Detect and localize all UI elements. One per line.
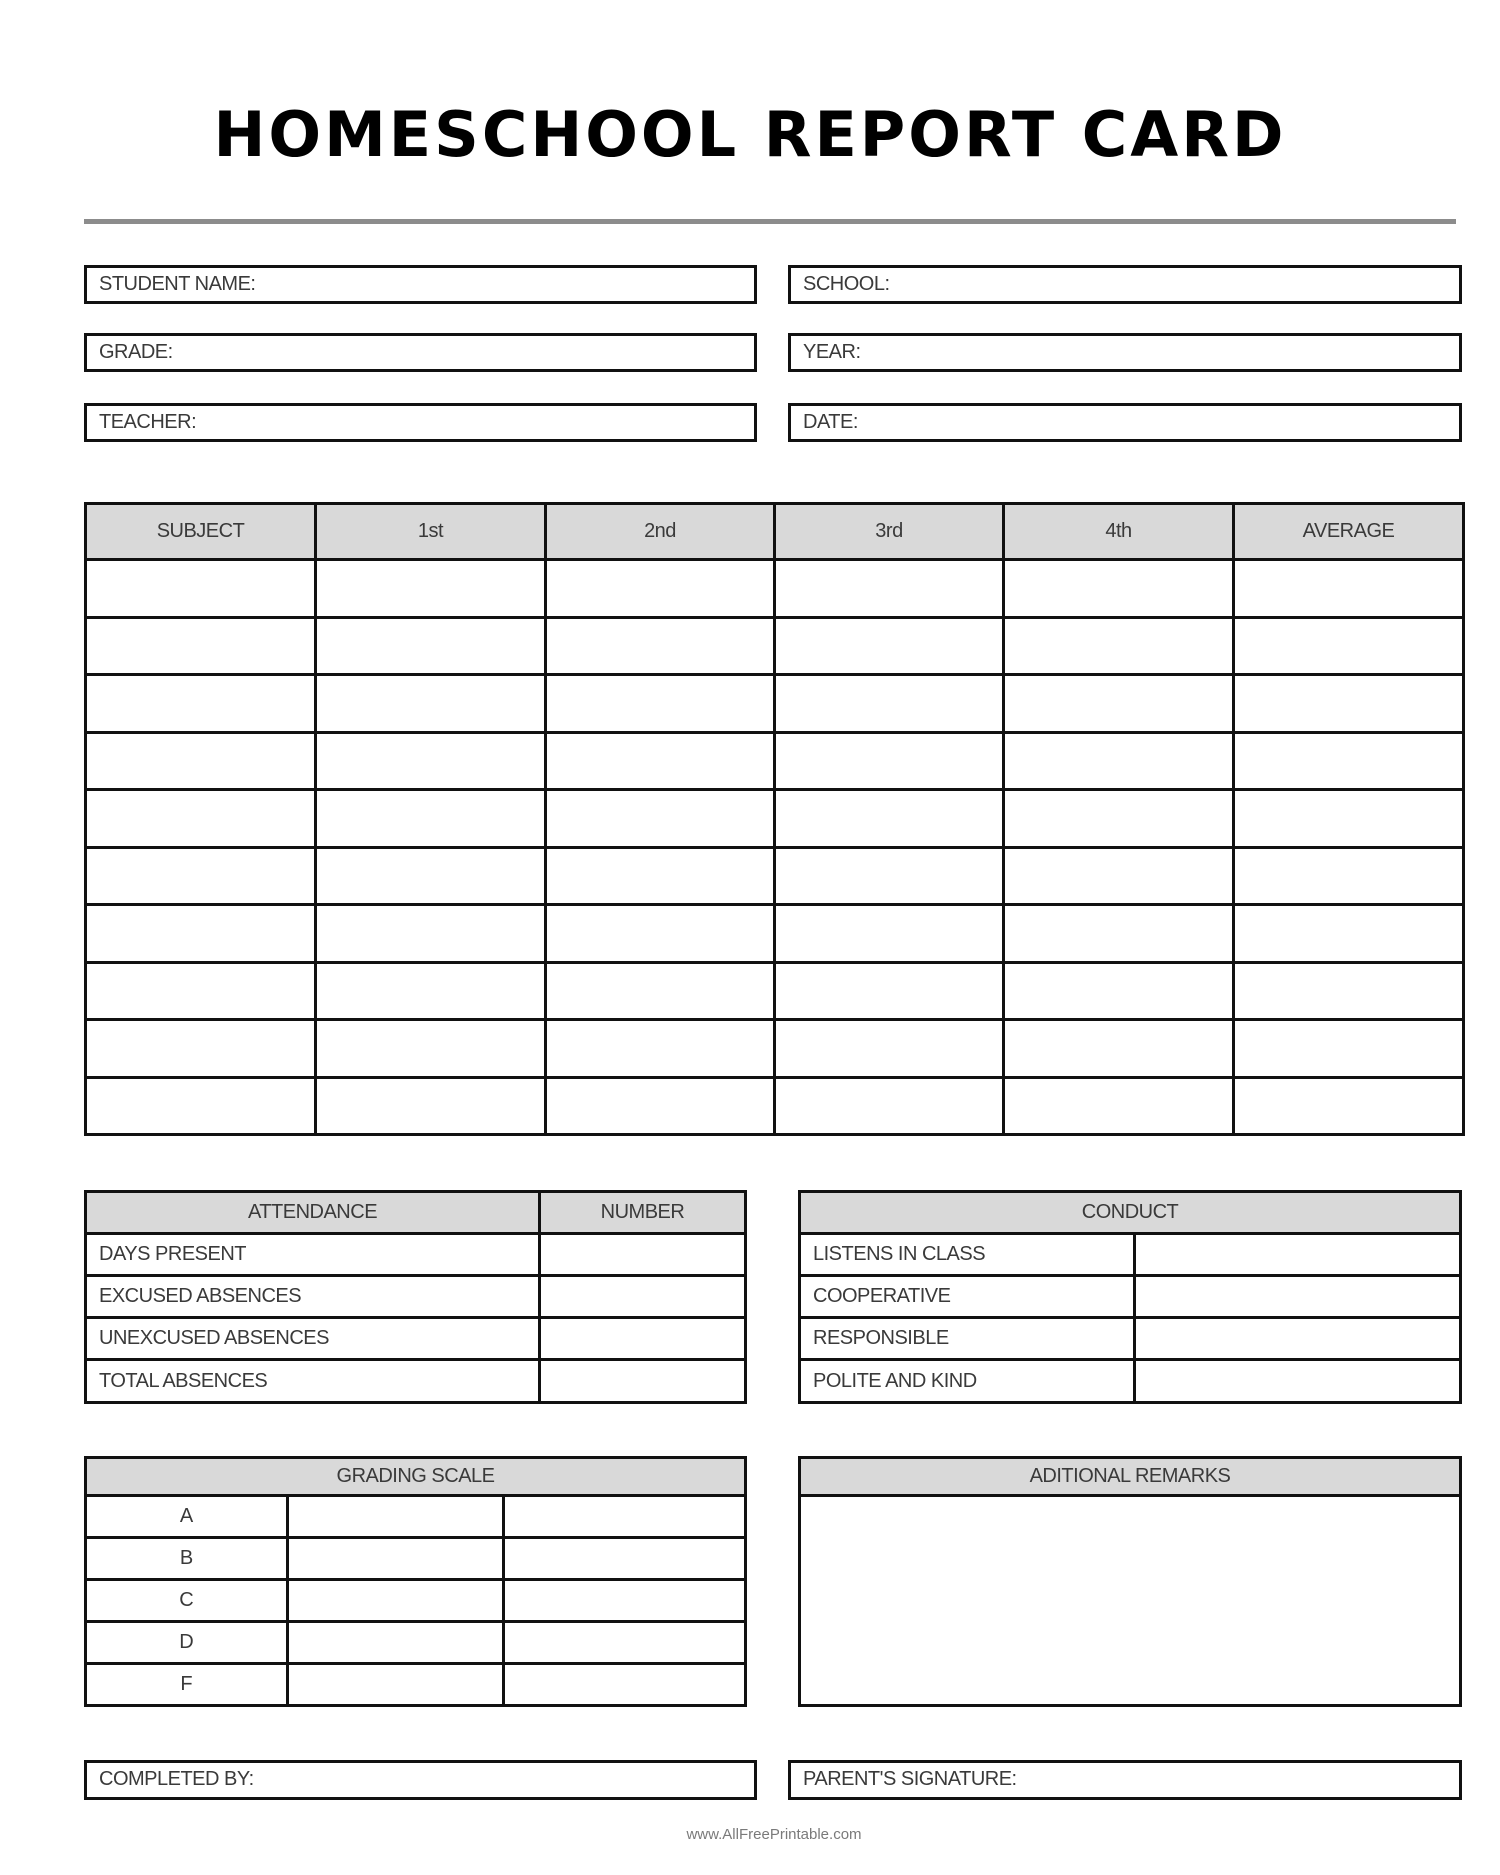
conduct-row [800, 1318, 1461, 1360]
grade-range[interactable] [288, 1664, 504, 1706]
attendance-row [86, 1360, 746, 1403]
conduct-row-value[interactable] [1135, 1360, 1461, 1403]
grade-cell-1st[interactable] [316, 905, 546, 963]
grade-cell-1st[interactable] [316, 617, 546, 675]
grades-row [86, 962, 1464, 1020]
attendance-row-value[interactable] [540, 1318, 746, 1360]
conduct-row-label: RESPONSIBLE [800, 1318, 1135, 1360]
grade-letter: C [86, 1580, 288, 1622]
grade-cell-4th[interactable] [1004, 847, 1234, 905]
date-label: DATE: [803, 411, 858, 433]
teacher-field[interactable] [84, 403, 757, 442]
attendance-row-label: DAYS PRESENT [86, 1234, 540, 1276]
grade-cell-average[interactable] [1234, 560, 1464, 618]
conduct-header: CONDUCT [800, 1192, 1461, 1234]
grade-cell-3rd[interactable] [775, 1020, 1004, 1078]
grade-cell-1st[interactable] [316, 847, 546, 905]
grades-row [86, 1020, 1464, 1078]
grade-cell-3rd[interactable] [775, 617, 1004, 675]
conduct-row [800, 1234, 1461, 1276]
student-name-label: STUDENT NAME: [99, 273, 256, 295]
school-label: SCHOOL: [803, 273, 890, 295]
conduct-row-label: LISTENS IN CLASS [800, 1234, 1135, 1276]
grade-cell-4th[interactable] [1004, 560, 1234, 618]
grade-cell-average[interactable] [1234, 1020, 1464, 1078]
grade-cell-average[interactable] [1234, 905, 1464, 963]
remarks-input[interactable] [800, 1496, 1461, 1706]
grade-cell-subject[interactable] [86, 847, 316, 905]
attendance-row [86, 1234, 746, 1276]
grade-cell-3rd[interactable] [775, 790, 1004, 848]
grades-row [86, 560, 1464, 618]
grades-row [86, 675, 1464, 733]
parent-signature-field[interactable] [788, 1760, 1462, 1800]
attendance-row-value[interactable] [540, 1234, 746, 1276]
grade-note[interactable] [504, 1538, 746, 1580]
grade-cell-subject[interactable] [86, 732, 316, 790]
grade-note[interactable] [504, 1622, 746, 1664]
grade-cell-3rd[interactable] [775, 847, 1004, 905]
remarks-header: ADITIONAL REMARKS [800, 1458, 1461, 1496]
grades-row [86, 905, 1464, 963]
school-field[interactable] [788, 265, 1462, 304]
grade-cell-3rd[interactable] [775, 675, 1004, 733]
grading-scale-row [86, 1664, 746, 1706]
grades-row [86, 790, 1464, 848]
header-3rd: 3rd [775, 504, 1004, 560]
grade-cell-3rd[interactable] [775, 560, 1004, 618]
grade-cell-subject[interactable] [86, 790, 316, 848]
attendance-row [86, 1276, 746, 1318]
grade-cell-2nd[interactable] [546, 1077, 775, 1135]
attendance-row-value[interactable] [540, 1360, 746, 1403]
grade-cell-4th[interactable] [1004, 1077, 1234, 1135]
grade-cell-subject[interactable] [86, 617, 316, 675]
grades-row [86, 617, 1464, 675]
grade-cell-subject[interactable] [86, 560, 316, 618]
grade-cell-4th[interactable] [1004, 790, 1234, 848]
grade-cell-1st[interactable] [316, 1077, 546, 1135]
grading-scale-row [86, 1538, 746, 1580]
grades-row [86, 1077, 1464, 1135]
grade-cell-average[interactable] [1234, 732, 1464, 790]
student-name-field[interactable] [84, 265, 757, 304]
grade-cell-subject[interactable] [86, 675, 316, 733]
grade-cell-2nd[interactable] [546, 905, 775, 963]
grade-range[interactable] [288, 1496, 504, 1538]
grade-cell-average[interactable] [1234, 675, 1464, 733]
footer-website: www.AllFreePrintable.com [686, 1826, 862, 1843]
conduct-row-value[interactable] [1135, 1276, 1461, 1318]
grade-cell-4th[interactable] [1004, 1020, 1234, 1078]
grade-cell-2nd[interactable] [546, 790, 775, 848]
grade-cell-3rd[interactable] [775, 732, 1004, 790]
page-title: HOMESCHOOL REPORT CARD [213, 98, 1287, 171]
grading-scale-row [86, 1496, 746, 1538]
grade-cell-1st[interactable] [316, 962, 546, 1020]
grade-cell-1st[interactable] [316, 675, 546, 733]
grade-cell-4th[interactable] [1004, 617, 1234, 675]
grade-note[interactable] [504, 1496, 746, 1538]
grade-note[interactable] [504, 1580, 746, 1622]
attendance-row-value[interactable] [540, 1276, 746, 1318]
attendance-header: ATTENDANCE [86, 1192, 540, 1234]
completed-by-label: COMPLETED BY: [99, 1768, 254, 1790]
grade-cell-3rd[interactable] [775, 962, 1004, 1020]
grade-cell-2nd[interactable] [546, 847, 775, 905]
grading-scale-row [86, 1580, 746, 1622]
grade-range[interactable] [288, 1622, 504, 1664]
grades-row [86, 847, 1464, 905]
conduct-row-label: POLITE AND KIND [800, 1360, 1135, 1403]
conduct-table [798, 1190, 1462, 1404]
completed-by-field[interactable] [84, 1760, 757, 1800]
grade-cell-3rd[interactable] [775, 905, 1004, 963]
year-field[interactable] [788, 333, 1462, 372]
grade-cell-average[interactable] [1234, 962, 1464, 1020]
grades-header-row [86, 504, 1464, 560]
header-1st: 1st [316, 504, 546, 560]
grade-cell-1st[interactable] [316, 1020, 546, 1078]
grade-label: GRADE: [99, 341, 173, 363]
grade-cell-average[interactable] [1234, 1077, 1464, 1135]
grade-cell-2nd[interactable] [546, 962, 775, 1020]
teacher-label: TEACHER: [99, 411, 197, 433]
title-divider [84, 219, 1456, 224]
conduct-row-value[interactable] [1135, 1234, 1461, 1276]
grades-body [86, 560, 1464, 1135]
number-header: NUMBER [540, 1192, 746, 1234]
conduct-row-label: COOPERATIVE [800, 1276, 1135, 1318]
grade-cell-average[interactable] [1234, 617, 1464, 675]
grade-letter: F [86, 1664, 288, 1706]
grading-scale-row [86, 1622, 746, 1664]
conduct-row [800, 1360, 1461, 1403]
grade-cell-1st[interactable] [316, 560, 546, 618]
grade-cell-4th[interactable] [1004, 675, 1234, 733]
attendance-row-label: UNEXCUSED ABSENCES [86, 1318, 540, 1360]
grade-letter: A [86, 1496, 288, 1538]
conduct-row-value[interactable] [1135, 1318, 1461, 1360]
grade-range[interactable] [288, 1580, 504, 1622]
header-2nd: 2nd [546, 504, 775, 560]
grade-cell-1st[interactable] [316, 732, 546, 790]
grade-letter: B [86, 1538, 288, 1580]
grade-cell-1st[interactable] [316, 790, 546, 848]
grade-cell-average[interactable] [1234, 790, 1464, 848]
attendance-table [84, 1190, 747, 1404]
grade-cell-subject[interactable] [86, 905, 316, 963]
grade-cell-2nd[interactable] [546, 1020, 775, 1078]
conduct-row [800, 1276, 1461, 1318]
attendance-row-label: EXCUSED ABSENCES [86, 1276, 540, 1318]
grade-cell-subject[interactable] [86, 1020, 316, 1078]
grade-range[interactable] [288, 1538, 504, 1580]
year-label: YEAR: [803, 341, 861, 363]
grade-cell-subject[interactable] [86, 962, 316, 1020]
header-average: AVERAGE [1234, 504, 1464, 560]
grade-cell-4th[interactable] [1004, 962, 1234, 1020]
grade-note[interactable] [504, 1664, 746, 1706]
header-4th: 4th [1004, 504, 1234, 560]
grade-cell-2nd[interactable] [546, 560, 775, 618]
grade-cell-4th[interactable] [1004, 905, 1234, 963]
grade-cell-2nd[interactable] [546, 732, 775, 790]
header-subject: SUBJECT [86, 504, 316, 560]
grade-cell-2nd[interactable] [546, 675, 775, 733]
grades-table [84, 502, 1465, 1136]
grade-cell-4th[interactable] [1004, 732, 1234, 790]
grade-cell-3rd[interactable] [775, 1077, 1004, 1135]
grade-letter: D [86, 1622, 288, 1664]
remarks-table [798, 1456, 1462, 1707]
attendance-row [86, 1318, 746, 1360]
grade-cell-average[interactable] [1234, 847, 1464, 905]
date-field[interactable] [788, 403, 1462, 442]
grade-cell-2nd[interactable] [546, 617, 775, 675]
grades-row [86, 732, 1464, 790]
grading-scale-header: GRADING SCALE [86, 1458, 746, 1496]
grade-cell-subject[interactable] [86, 1077, 316, 1135]
attendance-row-label: TOTAL ABSENCES [86, 1360, 540, 1403]
parent-signature-label: PARENT'S SIGNATURE: [803, 1768, 1017, 1790]
grading-scale-table [84, 1456, 747, 1707]
grade-field[interactable] [84, 333, 757, 372]
